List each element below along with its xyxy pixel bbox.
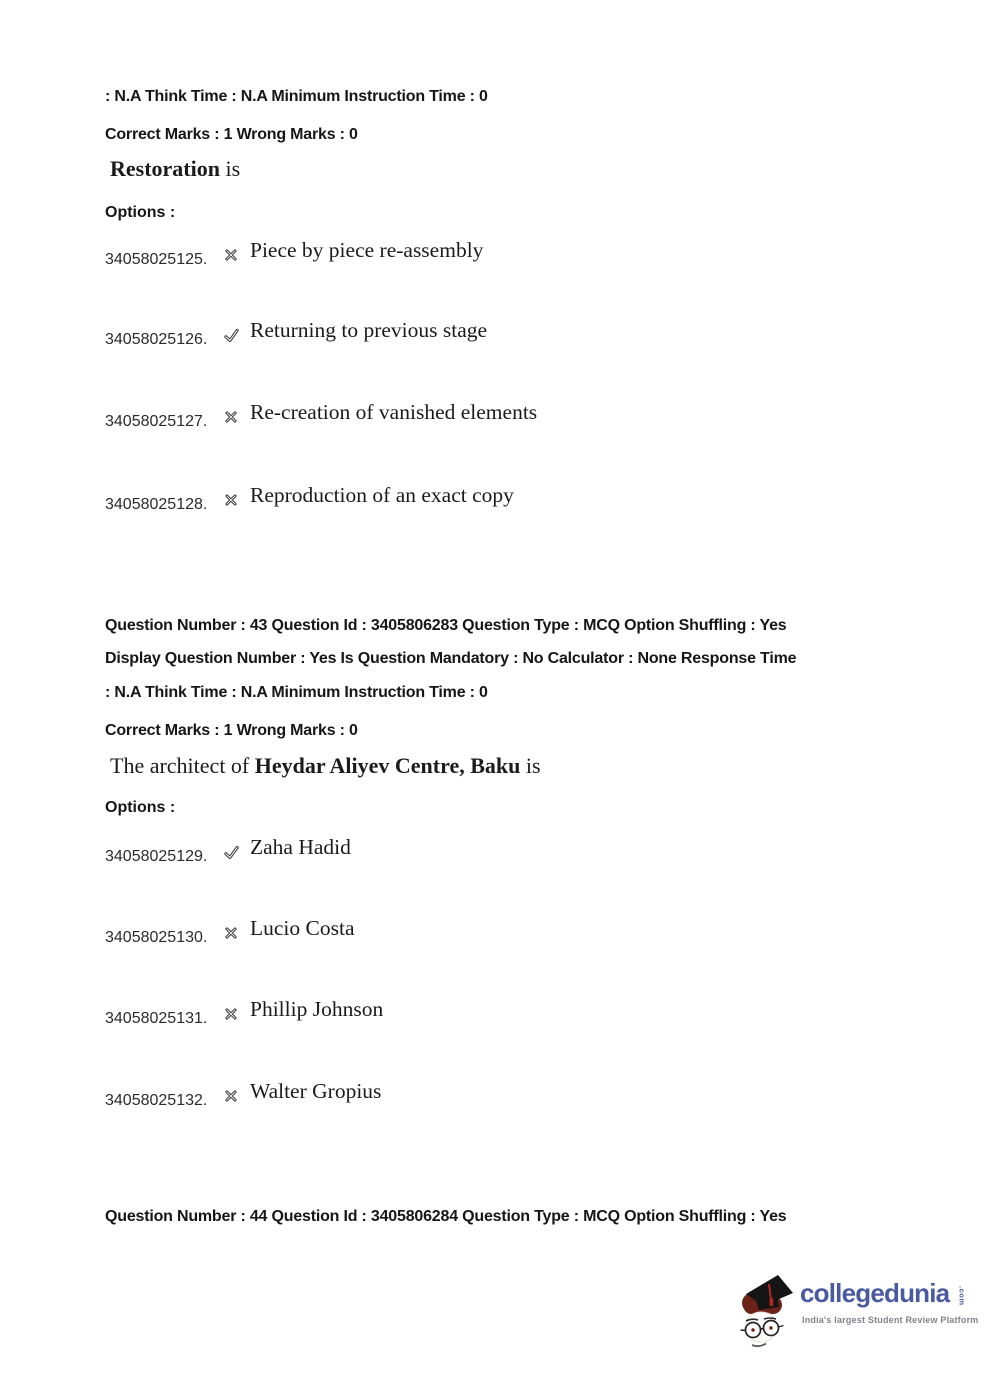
- option-id: 34058025126.: [105, 331, 208, 348]
- wrong-option-icon: [224, 402, 250, 424]
- option-row: [105, 320, 487, 360]
- wrong-option-icon: [224, 1081, 250, 1103]
- wrong-option-icon: [224, 485, 250, 507]
- option-id: 34058025131.: [105, 1010, 208, 1027]
- option-row: [105, 837, 351, 877]
- option-id: 34058025130.: [105, 929, 208, 946]
- option-text: Returning to previous stage: [250, 318, 488, 342]
- correct-option-icon: [224, 837, 250, 860]
- option-id: 34058025132.: [105, 1092, 208, 1109]
- option-id: 34058025128.: [105, 496, 208, 513]
- question-stem: [110, 158, 240, 180]
- question-stem-prefix: The architect of: [110, 753, 255, 778]
- question-stem-suffix: is: [219, 156, 241, 181]
- option-row: [105, 402, 537, 442]
- collegedunia-logo: [730, 1272, 992, 1354]
- option-row: [105, 1081, 381, 1121]
- option-text: Reproduction of an exact copy: [250, 483, 514, 507]
- wrong-option-icon: [224, 918, 250, 940]
- question-stem-bold: Restoration: [110, 156, 220, 181]
- correct-option-icon: [224, 320, 250, 343]
- logo-tagline: India's largest Student Review Platform: [802, 1315, 979, 1325]
- option-row: [105, 240, 483, 280]
- question-stem-suffix: is: [520, 753, 541, 778]
- option-id: 34058025129.: [105, 848, 208, 865]
- logo-tld-text: .com: [957, 1286, 967, 1306]
- option-text: Lucio Costa: [250, 916, 355, 940]
- options-label: Options :: [105, 204, 176, 221]
- option-id: 34058025127.: [105, 413, 208, 430]
- option-text: Phillip Johnson: [250, 997, 384, 1021]
- question-meta-line: : N.A Think Time : N.A Minimum Instruction Time : 0: [105, 88, 488, 105]
- question-meta-line: : N.A Think Time : N.A Minimum Instruction Time : 0: [105, 684, 488, 701]
- question-meta-line: Correct Marks : 1 Wrong Marks : 0: [105, 722, 358, 739]
- option-text: Zaha Hadid: [250, 835, 351, 859]
- option-id: 34058025125.: [105, 251, 208, 268]
- option-text: Re-creation of vanished elements: [250, 400, 538, 424]
- question-meta-line: Display Question Number : Yes Is Question Mandatory : No Calculator : None Response Time: [105, 650, 797, 667]
- option-text: Walter Gropius: [250, 1079, 382, 1103]
- wrong-option-icon: [224, 999, 250, 1021]
- option-row: [105, 918, 355, 958]
- question-meta-line: Correct Marks : 1 Wrong Marks : 0: [105, 126, 358, 143]
- question-meta-line: Question Number : 44 Question Id : 3405806284 Question Type : MCQ Option Shuffling : Yes: [105, 1208, 787, 1225]
- mascot-icon: [730, 1272, 798, 1352]
- question-stem-bold: Heydar Aliyev Centre, Baku: [254, 753, 521, 778]
- option-row: [105, 485, 514, 525]
- wrong-option-icon: [224, 240, 250, 262]
- question-stem: [110, 755, 541, 777]
- option-row: [105, 999, 383, 1039]
- option-text: Piece by piece re-assembly: [250, 238, 484, 262]
- options-label: Options :: [105, 799, 176, 816]
- question-meta-line: Question Number : 43 Question Id : 3405806283 Question Type : MCQ Option Shuffling : Yes: [105, 617, 787, 634]
- logo-brand-text: collegedunia: [800, 1278, 950, 1308]
